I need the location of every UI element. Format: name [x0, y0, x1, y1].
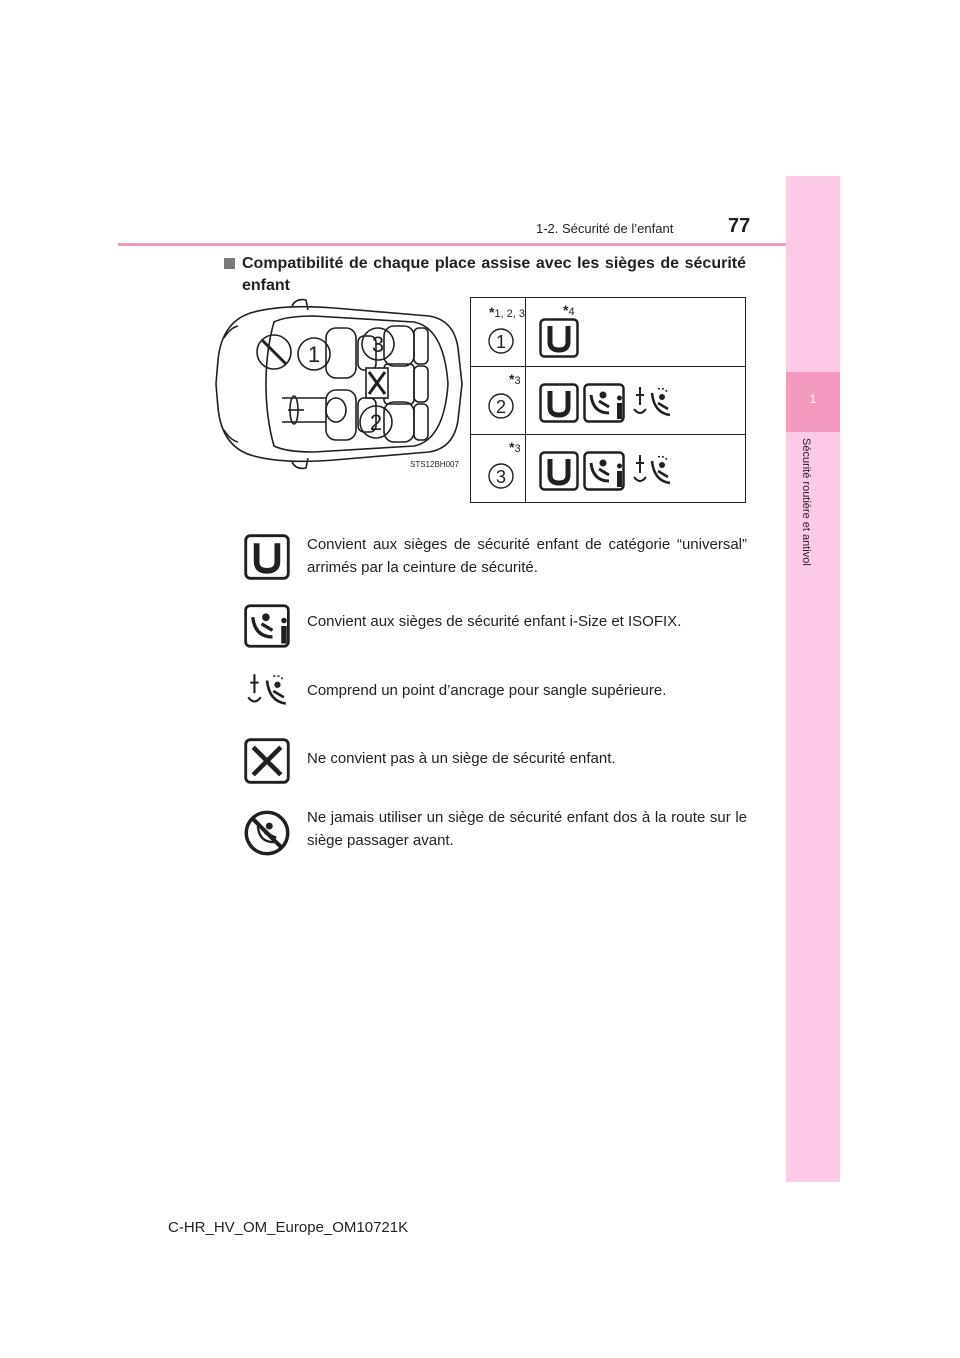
isofix-icon — [583, 383, 625, 423]
seat-note-marker: *1, 2, 3 — [489, 304, 526, 320]
top-tether-icon — [630, 383, 674, 423]
top-tether-icon — [244, 670, 290, 712]
top-tether-icon — [630, 451, 674, 491]
seat-compatibility-table — [470, 297, 746, 503]
table-row — [471, 366, 745, 434]
universal-icon — [539, 318, 579, 358]
isofix-icon — [583, 451, 625, 491]
not-suitable-icon — [244, 738, 290, 784]
section-heading: Compatibilité de chaque place assise avec les sièges de sécurité enfant — [242, 255, 746, 294]
chapter-number: 1 — [809, 392, 817, 406]
car-seat-diagram — [214, 298, 466, 470]
seat-note-marker: *3 — [509, 439, 521, 455]
universal-icon — [539, 383, 579, 423]
diagram-code: STS12BH007 — [410, 460, 459, 469]
legend-not-suitable-text: Ne convient pas à un siège de sécurité enfant. — [307, 750, 616, 767]
svg-text:1: 1 — [495, 332, 507, 352]
legend-universal-text: Convient aux sièges de sécurité enfant de catégorie “universal” arrimés par la ceinture de sécurité. — [307, 536, 747, 576]
diagram-seat-1: 1 — [307, 342, 321, 367]
seat-number-icon — [488, 328, 514, 354]
section-title: 1-2. Sécurité de l’enfant — [536, 221, 674, 236]
svg-text:3: 3 — [495, 467, 507, 487]
chapter-title: Sécurité routière et antivol — [800, 438, 812, 566]
heading-bullet — [224, 258, 235, 269]
universal-icon — [539, 451, 579, 491]
universal-icon — [244, 534, 290, 580]
table-row — [471, 434, 745, 502]
isofix-icon — [244, 603, 290, 649]
page-number: 77 — [728, 215, 751, 237]
diagram-seat-3: 3 — [371, 332, 385, 357]
svg-text:2: 2 — [495, 397, 507, 417]
diagram-seat-2: 2 — [369, 410, 383, 435]
seat-note-marker: *3 — [509, 371, 521, 387]
table-row — [471, 298, 745, 366]
chapter-title-vertical — [786, 434, 840, 734]
legend-no-rear-facing-text: Ne jamais utiliser un siège de sécurité enfant dos à la route sur le siège passager avant. — [307, 809, 747, 849]
header-rule — [118, 243, 840, 246]
seat-number-icon — [488, 463, 514, 489]
universal-note-marker: *4 — [563, 302, 575, 318]
legend-isofix-text: Convient aux sièges de sécurité enfant i-Size et ISOFIX. — [307, 613, 682, 630]
legend-top-tether-text: Comprend un point d’ancrage pour sangle supérieure. — [307, 682, 667, 699]
no-rear-facing-icon — [244, 810, 290, 856]
document-footer: C-HR_HV_OM_Europe_OM10721K — [168, 1219, 409, 1236]
seat-number-icon — [488, 393, 514, 419]
